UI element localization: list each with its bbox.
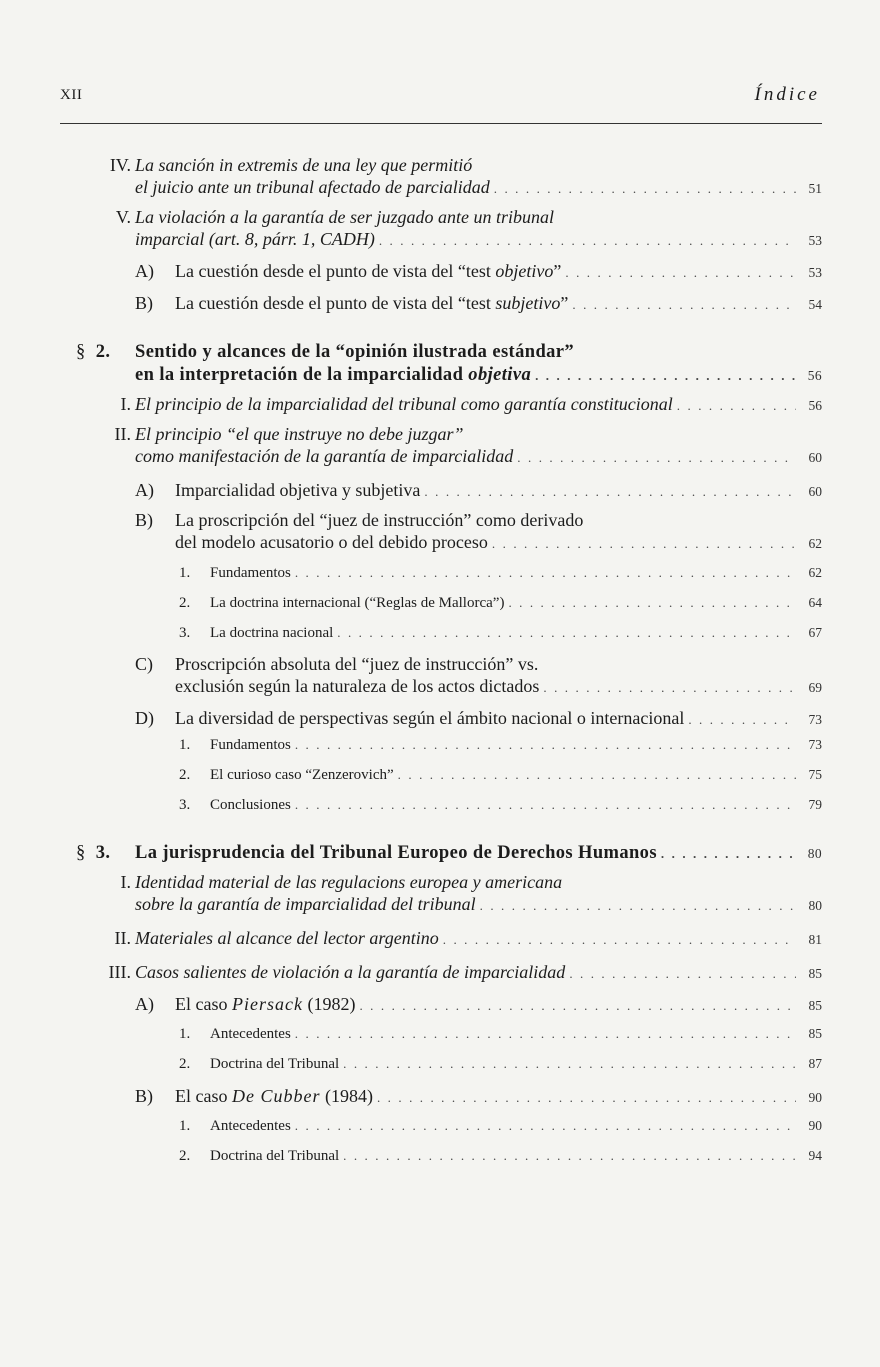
entry-number: 2. [179,595,191,611]
toc-entry-2-a [60,479,822,503]
entry-title: Casos salientes de violación a la garantía de imparcialidad [135,962,566,982]
page-ref: 87 [808,1056,822,1071]
toc-entry-2-d-2 [60,765,822,785]
page-ref: 60 [808,450,822,465]
toc-entry-2-b-2 [60,593,822,613]
page-number: XII [60,87,83,103]
entry-number: 2. [179,1148,191,1164]
entry-title: El caso Piersack (1982) [175,994,356,1014]
toc-section-2 [60,341,822,387]
entry-number: II. [114,928,131,948]
entry-number: 2. [179,767,191,783]
page-ref: 94 [808,1148,822,1163]
toc-entry-3-i [60,871,822,917]
dot-leader [492,533,796,555]
dot-leader [379,230,796,252]
running-head: Índice [754,84,820,105]
page-ref: 75 [808,767,822,782]
page-ref: 85 [808,966,822,981]
toc-entry-2-d-1 [60,735,822,755]
entry-title-cont: el juicio ante un tribunal afectado de parcialidad [135,177,490,197]
page-ref: 90 [808,1090,822,1105]
dot-leader [359,995,796,1017]
entry-number: 1. [179,565,191,581]
dot-leader [337,623,796,642]
dot-leader [569,963,796,985]
section-title: Sentido y alcances de la “opinión ilustrada estándar” [135,342,575,362]
entry-number: IV. [109,155,131,175]
entry-title: La sanción in extremis de una ley que permitió [135,155,473,175]
entry-number: 1. [179,1118,191,1134]
section-number: § 2. [76,342,111,362]
dot-leader [572,294,796,316]
entry-number: B) [135,510,153,530]
toc-entry-v [60,206,822,252]
entry-number: III. [108,962,131,982]
page-ref: 85 [808,1026,822,1041]
entry-title: Doctrina del Tribunal [210,1148,340,1164]
entry-title: La doctrina nacional [210,625,334,641]
page-ref: 73 [808,737,822,752]
dot-leader [295,735,796,754]
toc-entry-3-b [60,1085,822,1109]
dot-leader [543,677,796,699]
page-ref: 80 [808,898,822,913]
toc-entry-2-d [60,707,822,731]
dot-leader [295,1116,796,1135]
table-of-contents [60,154,822,1166]
page-ref: 79 [808,797,822,812]
entry-number: B) [135,1086,153,1106]
page-ref: 62 [808,565,822,580]
page-ref: 62 [808,536,822,551]
toc-entry-3-ii [60,927,822,951]
entry-number: 2. [179,1056,191,1072]
entry-title: La proscripción del “juez de instrucción” como derivado [175,510,584,530]
dot-leader [398,765,796,784]
entry-title: La cuestión desde el punto de vista del “test subjetivo” [175,293,569,313]
entry-number: B) [135,293,153,313]
entry-number: D) [135,708,154,728]
toc-entry-3-a [60,993,822,1017]
entry-title: Proscripción absoluta del “juez de instrucción” vs. [175,654,539,674]
page-ref: 81 [808,932,822,947]
entry-number: C) [135,654,153,674]
dot-leader [565,262,796,284]
toc-section-3 [60,842,822,865]
entry-title: La violación a la garantía de ser juzgado ante un tribunal [135,207,554,227]
page-ref: 53 [808,265,822,280]
entry-title: Antecedentes [210,1118,291,1134]
dot-leader [295,1024,796,1043]
entry-number: A) [135,261,154,281]
toc-entry-2-c [60,653,822,699]
entry-number: II. [114,424,131,444]
entry-title: Antecedentes [210,1026,291,1042]
entry-title: Imparcialidad objetiva y subjetiva [175,480,421,500]
dot-leader [343,1054,796,1073]
entry-title: La cuestión desde el punto de vista del “test objetivo” [175,261,562,281]
entry-title: El curioso caso “Zenzerovich” [210,767,394,783]
toc-entry-3-iii [60,961,822,985]
entry-title: El caso De Cubber (1984) [175,1086,373,1106]
page-ref: 60 [808,484,822,499]
dot-leader [377,1087,796,1109]
dot-leader [480,895,796,917]
entry-title: Identidad material de las regulacions europea y americana [135,872,563,892]
dot-leader [677,395,796,417]
toc-entry-3-b-1 [60,1116,822,1136]
page-ref: 73 [808,712,822,727]
entry-title-cont: exclusión según la naturaleza de los actos dictados [175,676,540,696]
toc-entry-2-b-3 [60,623,822,643]
entry-number: I. [120,872,131,892]
toc-entry-2-d-3 [60,795,822,815]
entry-title: La doctrina internacional (“Reglas de Mallorca”) [210,595,505,611]
entry-number: A) [135,480,154,500]
dot-leader [517,447,796,469]
page-ref: 69 [808,680,822,695]
entry-number: 1. [179,737,191,753]
entry-number: 3. [179,797,191,813]
page-ref: 90 [808,1118,822,1133]
page-ref: 51 [808,181,822,196]
toc-entry-3-a-2 [60,1054,822,1074]
dot-leader [494,178,796,200]
toc-entry-v-b [60,292,822,316]
page-ref: 64 [808,595,822,610]
toc-entry-3-a-1 [60,1024,822,1044]
page-ref: 56 [808,398,822,413]
entry-title: El principio “el que instruye no debe juzgar” [135,424,464,444]
toc-entry-2-i [60,393,822,417]
dot-leader [424,481,796,503]
entry-title: Doctrina del Tribunal [210,1056,340,1072]
toc-entry-2-b-1 [60,563,822,583]
entry-title: La diversidad de perspectivas según el ámbito nacional o internacional [175,708,685,728]
page-ref: 53 [808,233,822,248]
toc-entry-iv [60,154,822,200]
dot-leader [508,593,796,612]
dot-leader [295,563,796,582]
dot-leader [535,364,796,387]
page-ref: 54 [808,297,822,312]
toc-entry-2-b [60,509,822,555]
entry-title-cont: del modelo acusatorio o del debido proceso [175,532,488,552]
header-rule [60,123,822,124]
toc-entry-v-a [60,260,822,284]
entry-number: 1. [179,1026,191,1042]
dot-leader [443,929,796,951]
toc-entry-2-ii [60,423,822,469]
dot-leader [688,709,796,731]
entry-title-cont: como manifestación de la garantía de imparcialidad [135,446,514,466]
page-ref: 67 [808,625,822,640]
entry-number: I. [120,394,131,414]
page-ref: 56 [807,368,822,383]
entry-title: Fundamentos [210,565,291,581]
toc-entry-3-b-2 [60,1146,822,1166]
dot-leader [343,1146,796,1165]
entry-title-cont: sobre la garantía de imparcialidad del tribunal [135,894,476,914]
entry-title: Conclusiones [210,797,291,813]
entry-title: Materiales al alcance del lector argentino [135,928,439,948]
section-number: § 3. [76,843,111,863]
section-title-cont: en la interpretación de la imparcialidad objetiva [135,365,532,385]
entry-title-cont: imparcial (art. 8, párr. 1, CADH) [135,229,375,249]
dot-leader [295,795,796,814]
entry-number: 3. [179,625,191,641]
entry-title: El principio de la imparcialidad del tribunal como garantía constitucional [135,394,673,414]
page-ref: 85 [808,998,822,1013]
dot-leader [661,842,796,865]
section-title: La jurisprudencia del Tribunal Europeo de Derechos Humanos [135,843,657,863]
page-ref: 80 [807,846,822,861]
entry-title: Fundamentos [210,737,291,753]
entry-number: V. [115,207,131,227]
entry-number: A) [135,994,154,1014]
